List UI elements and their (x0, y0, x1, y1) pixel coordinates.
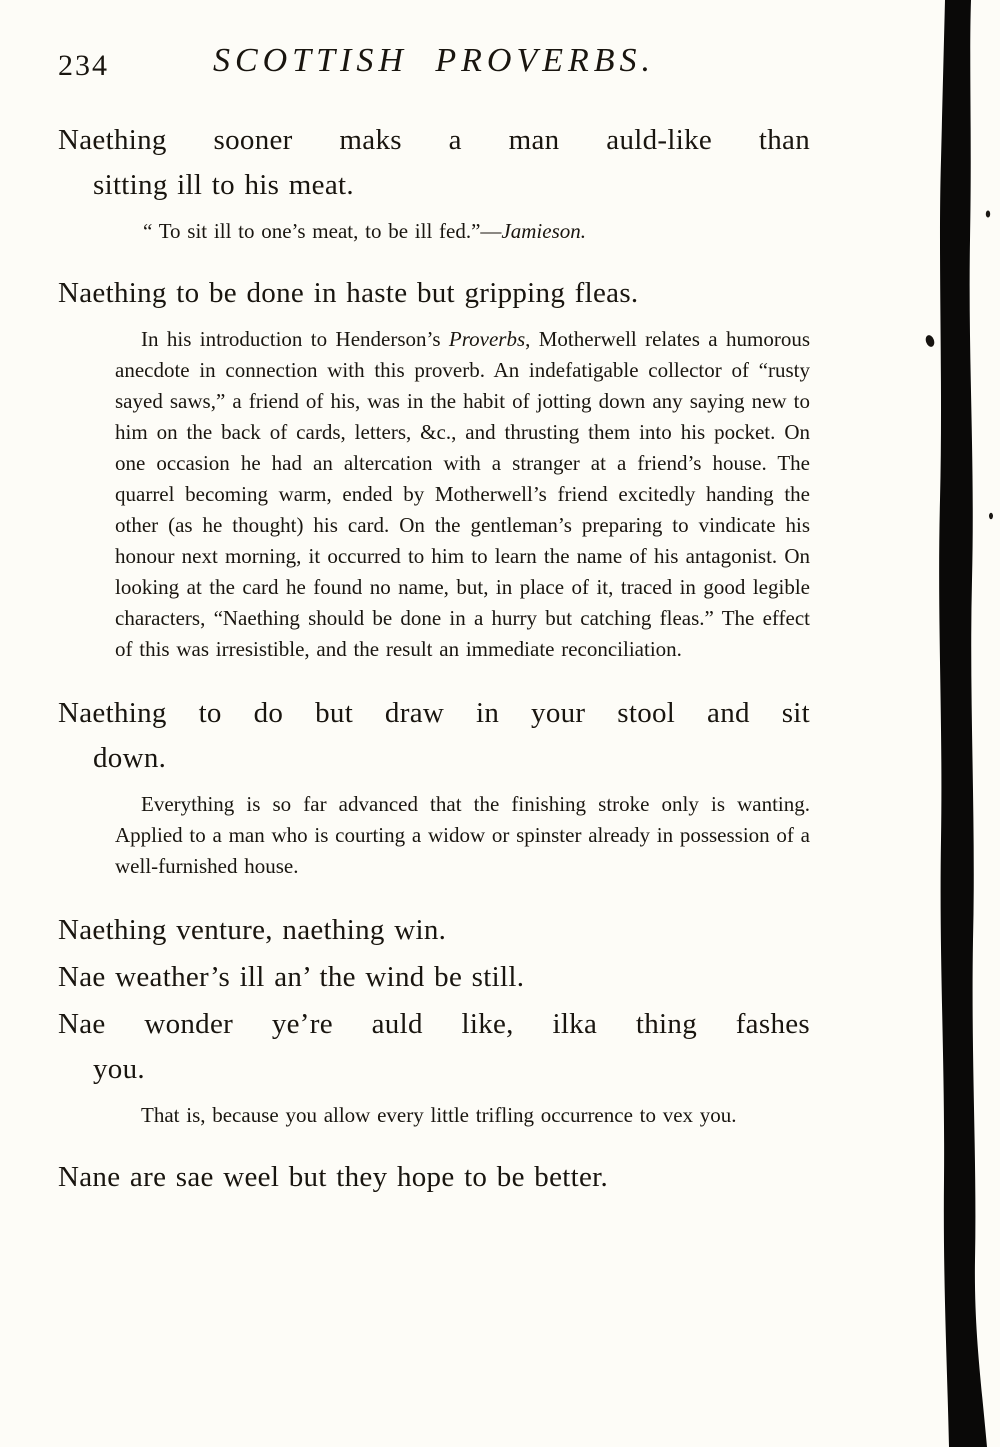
proverb-entry (58, 691, 810, 882)
note-book-title: Proverbs (448, 327, 526, 351)
proverb-line: Nane are sae weel but they hope to be better. (58, 1161, 609, 1193)
proverb-line: down. (93, 742, 167, 774)
proverb-text (58, 271, 810, 316)
note-text: That is, because you allow every little trifling occurrence to vex you. (141, 1103, 737, 1127)
ink-speck (989, 513, 993, 519)
ink-speck (986, 211, 990, 218)
proverb-entry (58, 1155, 810, 1200)
proverb-note (115, 789, 810, 882)
proverb-note (115, 1100, 810, 1131)
note-text: In his introduction to Henderson’s (141, 327, 449, 351)
page-title: SCOTTISH PROVERBS. (212, 42, 656, 79)
proverb-text (58, 1155, 810, 1200)
proverb-line: sitting ill to his meat. (93, 169, 354, 201)
proverb-note (115, 324, 810, 665)
proverb-line: Nae wonder ye’re auld like, ilka thing fashes (58, 1008, 810, 1040)
proverb-entry (58, 955, 810, 1000)
proverb-text (58, 118, 810, 208)
scan-artifact (925, 0, 1000, 1447)
proverb-entry (58, 118, 810, 247)
note-text: “ To sit ill to one’s meat, to be ill fed.”— (143, 219, 502, 243)
note-source: Jamieson. (501, 219, 586, 243)
proverb-text (58, 1002, 810, 1092)
proverb-line: Naething to be done in haste but gripping fleas. (58, 277, 639, 309)
page-header (58, 40, 810, 94)
proverb-note (143, 216, 810, 247)
proverb-line: you. (93, 1053, 145, 1085)
proverb-line: Naething to do but draw in your stool and sit (58, 697, 810, 729)
proverb-entry (58, 271, 810, 665)
proverb-entry (58, 908, 810, 953)
text-column (58, 40, 810, 1200)
ink-speck (925, 334, 936, 348)
proverb-text (58, 691, 810, 781)
note-text: Everything is so far advanced that the finishing stroke only is wanting. Applied to a man who is courting a widow or spinster already in possession of a well-furnished house. (115, 792, 810, 878)
proverb-entry (58, 1002, 810, 1131)
page-number: 234 (58, 49, 109, 82)
proverb-line: Naething sooner maks a man auld-like than (58, 124, 810, 156)
proverb-text (58, 908, 810, 953)
proverb-text (58, 955, 810, 1000)
proverb-line: Nae weather’s ill an’ the wind be still. (58, 961, 525, 993)
note-text: , Motherwell relates a humorous anecdote in connection with this proverb. An indefatigable collector of “rusty sayed saws,” a friend of his, was in the habit of jotting down any saying new to him on the back of cards, letters, &c., and thrusting them into his pocket. On one occasion he had an altercation with a stranger at a friend’s house. The quarrel becoming warm, ended by Motherwell’s friend excitedly handing the other (as he thought) his card. On the gentleman’s preparing to vindicate his honour next morning, it occurred to him to learn the name of his antagonist. On looking at the card he found no name, but, in place of it, traced in good legible characters, “Naething should be done in a hurry but catching fleas.” The effect of this was irresistible, and the result an immediate reconciliation. (115, 327, 811, 661)
proverb-line: Naething venture, naething win. (58, 914, 447, 946)
